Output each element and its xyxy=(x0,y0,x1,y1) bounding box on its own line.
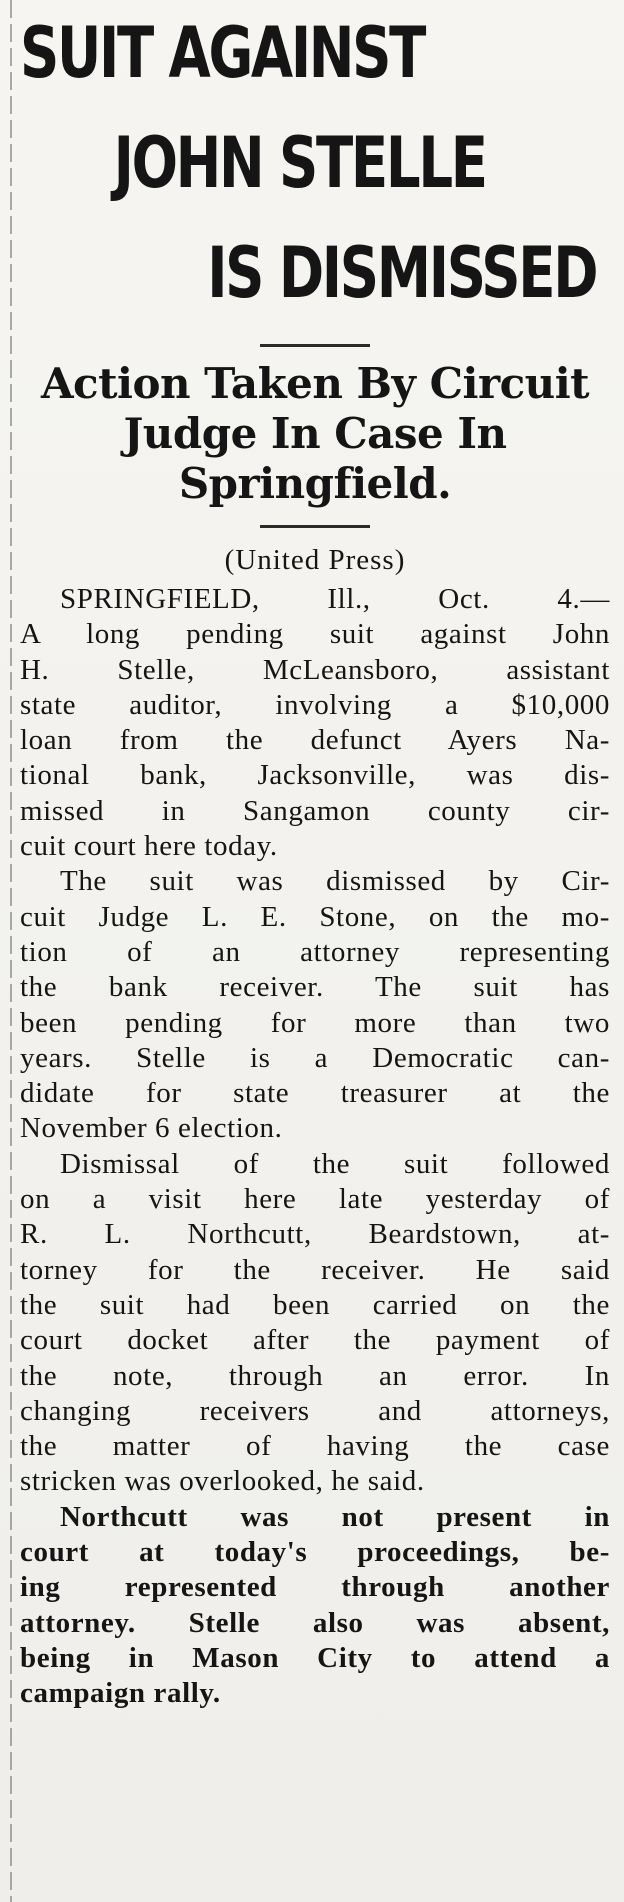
body-line: A long pending suit against John xyxy=(20,618,610,651)
subheadline-line-3: Springfield. xyxy=(178,459,452,508)
column-rule xyxy=(10,0,12,1902)
article-body xyxy=(20,582,610,1712)
paragraph-1 xyxy=(20,582,610,864)
body-line: tion of an attorney representing xyxy=(20,935,610,968)
body-line: on a visit here late yesterday of xyxy=(20,1183,610,1216)
article-column xyxy=(20,0,610,1902)
body-line: tional bank, Jacksonville, was dis- xyxy=(20,759,610,792)
body-line: didate for state treasurer at the xyxy=(20,1077,610,1110)
body-line: November 6 election. xyxy=(20,1112,283,1145)
body-line: attorney. Stelle also was absent, xyxy=(20,1606,610,1639)
headline xyxy=(20,0,613,328)
body-line: the note, through an error. In xyxy=(20,1359,610,1392)
body-line: loan from the defunct Ayers Na- xyxy=(20,724,610,757)
headline-line-3: IS DISMISSED xyxy=(207,232,597,314)
body-line: the bank receiver. The suit has xyxy=(20,971,610,1004)
body-line: years. Stelle is a Democratic can- xyxy=(20,1041,610,1074)
body-line: been pending for more than two xyxy=(20,1006,610,1039)
body-line: cuit Judge L. E. Stone, on the mo- xyxy=(20,900,610,933)
body-line: The suit was dismissed by Cir- xyxy=(60,865,610,898)
headline-line-2: JOHN STELLE xyxy=(113,122,486,204)
body-line: H. Stelle, McLeansboro, assistant xyxy=(20,653,610,686)
subheadline-line-2: Judge In Case In xyxy=(123,409,507,458)
headline-line-1: SUIT AGAINST xyxy=(20,12,425,94)
body-line: campaign rally. xyxy=(20,1677,221,1710)
paragraph-4 xyxy=(20,1500,610,1712)
body-line: being in Mason City to attend a xyxy=(20,1641,610,1674)
paragraph-3 xyxy=(20,1147,610,1500)
paragraph-2 xyxy=(20,864,610,1146)
body-line: the suit had been carried on the xyxy=(20,1288,610,1321)
byline: (United Press) xyxy=(224,544,406,576)
subheadline xyxy=(20,359,610,509)
body-line: court at today's proceedings, be- xyxy=(20,1536,610,1569)
body-line: torney for the receiver. He said xyxy=(20,1253,610,1286)
body-line: Northcutt was not present in xyxy=(60,1500,610,1533)
body-line: ing represented through another xyxy=(20,1571,610,1604)
body-line: court docket after the payment of xyxy=(20,1324,610,1357)
body-line: state auditor, involving a $10,000 xyxy=(20,688,610,721)
body-line: changing receivers and attorneys, xyxy=(20,1394,610,1427)
body-line: cuit court here today. xyxy=(20,830,278,863)
body-line: SPRINGFIELD, Ill., Oct. 4.— xyxy=(60,583,610,615)
body-line: Dismissal of the suit followed xyxy=(60,1147,610,1180)
body-line: the matter of having the case xyxy=(20,1430,610,1463)
body-line: missed in Sangamon county cir- xyxy=(20,794,610,827)
subheadline-line-1: Action Taken By Circuit xyxy=(40,359,590,408)
body-line: R. L. Northcutt, Beardstown, at- xyxy=(20,1218,610,1251)
body-line: stricken was overlooked, he said. xyxy=(20,1465,425,1498)
